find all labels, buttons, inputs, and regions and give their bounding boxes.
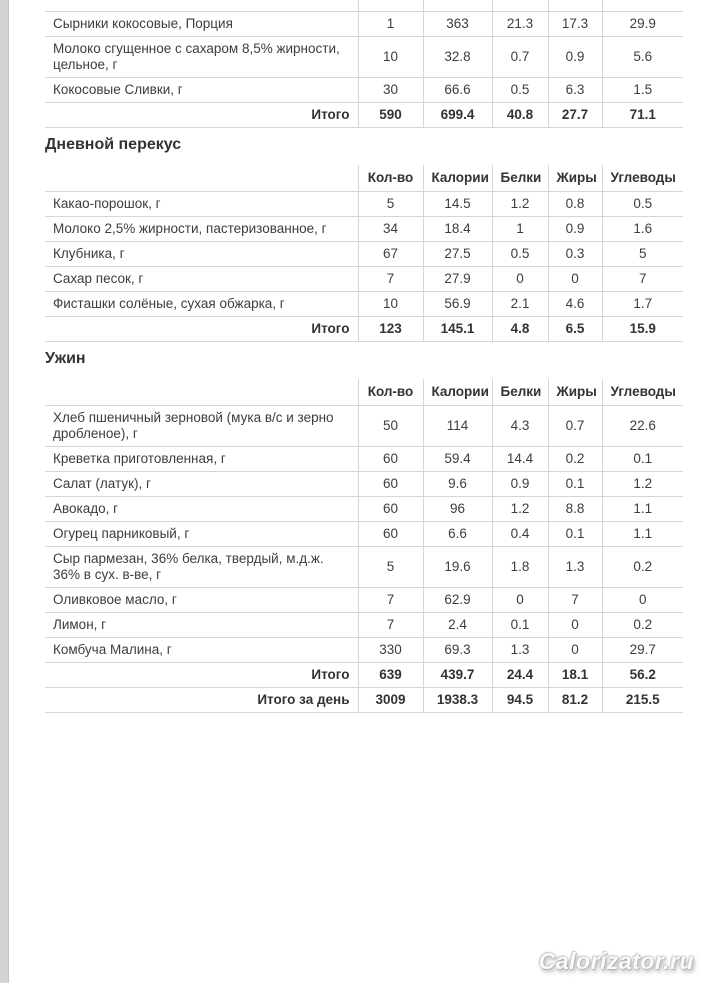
protein-value: 0.4 [492,521,548,546]
protein-value: 14.4 [492,446,548,471]
food-name: Салат (латук), г [45,471,358,496]
carbs-value: 0.2 [602,546,683,587]
fat-value: 0.3 [548,241,602,266]
food-row [45,612,683,637]
table-header-row [45,165,683,192]
section-total-row-label: Итого [45,662,358,687]
protein-value: 0.9 [492,471,548,496]
quantity-value: 67 [358,241,423,266]
column-header-protein: Белки [492,379,548,406]
food-name: Комбуча Малина, г [45,637,358,662]
food-row [45,77,683,102]
quantity-value: 60 [358,521,423,546]
clipped-cell [45,0,358,11]
carbs-value: 1.7 [602,291,683,316]
fat-value: 0 [548,612,602,637]
carbs-total-value: 215.5 [602,687,683,712]
calories-value: 27.5 [423,241,492,266]
section-total-row [45,662,683,687]
column-header-food [45,165,358,192]
food-row [45,405,683,446]
clipped-cell [492,0,548,11]
protein-value: 0 [492,587,548,612]
fat-value: 0.9 [548,36,602,77]
column-header-carbs: Углеводы [602,165,683,192]
page-left-edge [0,0,9,983]
column-header-fat: Жиры [548,165,602,192]
carbs-total-value: 15.9 [602,316,683,341]
food-name: Хлеб пшеничный зерновой (мука в/с и зерно дробленое), г [45,405,358,446]
food-row [45,216,683,241]
calories-value: 32.8 [423,36,492,77]
fat-value: 8.8 [548,496,602,521]
calories-value: 2.4 [423,612,492,637]
food-name: Креветка приготовленная, г [45,446,358,471]
column-header-quantity: Кол-во [358,165,423,192]
calories-value: 363 [423,11,492,36]
calories-value: 96 [423,496,492,521]
carbs-value: 29.9 [602,11,683,36]
quantity-value: 34 [358,216,423,241]
quantity-total-value: 3009 [358,687,423,712]
calories-value: 114 [423,405,492,446]
calories-total-value: 1938.3 [423,687,492,712]
protein-value: 2.1 [492,291,548,316]
fat-value: 0.9 [548,216,602,241]
food-name: Огурец парниковый, г [45,521,358,546]
quantity-value: 30 [358,77,423,102]
protein-total-value: 94.5 [492,687,548,712]
quantity-total-value: 590 [358,102,423,127]
fat-value: 6.3 [548,77,602,102]
quantity-value: 1 [358,11,423,36]
carbs-value: 29.7 [602,637,683,662]
food-name: Сырники кокосовые, Порция [45,11,358,36]
fat-total-value: 6.5 [548,316,602,341]
protein-value: 21.3 [492,11,548,36]
fat-value: 0.8 [548,191,602,216]
carbs-total-value: 71.1 [602,102,683,127]
meal-table [45,379,683,713]
meal-table [45,0,683,128]
column-header-quantity: Кол-во [358,379,423,406]
carbs-value: 1.1 [602,521,683,546]
food-row [45,521,683,546]
protein-value: 1.8 [492,546,548,587]
protein-total-value: 24.4 [492,662,548,687]
clipped-row [45,0,683,11]
clipped-cell [358,0,423,11]
fat-value: 1.3 [548,546,602,587]
column-header-fat: Жиры [548,379,602,406]
quantity-value: 5 [358,191,423,216]
quantity-value: 60 [358,496,423,521]
food-row [45,291,683,316]
carbs-value: 1.6 [602,216,683,241]
carbs-value: 5.6 [602,36,683,77]
protein-value: 0.5 [492,77,548,102]
carbs-value: 7 [602,266,683,291]
day-total-row [45,687,683,712]
protein-value: 0.1 [492,612,548,637]
fat-value: 17.3 [548,11,602,36]
food-row [45,471,683,496]
section-total-row [45,102,683,127]
clipped-cell [602,0,683,11]
food-name: Сыр пармезан, 36% белка, твердый, м.д.ж. 36% в сух. в-ве, г [45,546,358,587]
food-row [45,637,683,662]
carbs-value: 22.6 [602,405,683,446]
carbs-value: 1.5 [602,77,683,102]
food-name: Лимон, г [45,612,358,637]
calories-value: 6.6 [423,521,492,546]
column-header-calories: Калории [423,165,492,192]
column-header-food [45,379,358,406]
protein-value: 0.5 [492,241,548,266]
food-row [45,36,683,77]
fat-total-value: 27.7 [548,102,602,127]
fat-value: 0 [548,637,602,662]
protein-value: 1 [492,216,548,241]
calories-total-value: 699.4 [423,102,492,127]
food-name: Кокосовые Сливки, г [45,77,358,102]
protein-value: 1.2 [492,191,548,216]
carbs-value: 1.1 [602,496,683,521]
calories-value: 59.4 [423,446,492,471]
protein-value: 4.3 [492,405,548,446]
carbs-total-value: 56.2 [602,662,683,687]
quantity-value: 330 [358,637,423,662]
food-row [45,546,683,587]
food-name: Фисташки солёные, сухая обжарка, г [45,291,358,316]
fat-value: 4.6 [548,291,602,316]
food-row [45,587,683,612]
calories-value: 62.9 [423,587,492,612]
quantity-value: 60 [358,471,423,496]
calories-total-value: 145.1 [423,316,492,341]
quantity-total-value: 639 [358,662,423,687]
food-name: Молоко сгущенное с сахаром 8,5% жирности, цельное, г [45,36,358,77]
clipped-cell [423,0,492,11]
calories-value: 19.6 [423,546,492,587]
quantity-value: 50 [358,405,423,446]
calories-value: 66.6 [423,77,492,102]
food-diary-content [45,0,683,715]
quantity-value: 7 [358,587,423,612]
quantity-total-value: 123 [358,316,423,341]
food-name: Сахар песок, г [45,266,358,291]
fat-value: 0.1 [548,471,602,496]
protein-value: 1.3 [492,637,548,662]
carbs-value: 1.2 [602,471,683,496]
food-row [45,11,683,36]
food-row [45,191,683,216]
section-total-row-label: Итого [45,316,358,341]
quantity-value: 10 [358,36,423,77]
food-row [45,266,683,291]
carbs-value: 0.2 [602,612,683,637]
clipped-cell [548,0,602,11]
calorizator-watermark-logo: Calorizator.ru [538,948,694,974]
column-header-carbs: Углеводы [602,379,683,406]
fat-value: 0 [548,266,602,291]
section-total-row [45,316,683,341]
calories-value: 27.9 [423,266,492,291]
food-name: Молоко 2,5% жирности, пастеризованное, г [45,216,358,241]
fat-total-value: 81.2 [548,687,602,712]
quantity-value: 7 [358,266,423,291]
meal-table [45,165,683,342]
protein-total-value: 40.8 [492,102,548,127]
fat-total-value: 18.1 [548,662,602,687]
quantity-value: 5 [358,546,423,587]
fat-value: 0.1 [548,521,602,546]
protein-value: 1.2 [492,496,548,521]
carbs-value: 0.1 [602,446,683,471]
food-name: Оливковое масло, г [45,587,358,612]
food-name: Какао-порошок, г [45,191,358,216]
food-row [45,241,683,266]
protein-value: 0.7 [492,36,548,77]
calories-total-value: 439.7 [423,662,492,687]
column-header-calories: Калории [423,379,492,406]
calories-value: 14.5 [423,191,492,216]
table-header-row [45,379,683,406]
quantity-value: 7 [358,612,423,637]
calories-value: 56.9 [423,291,492,316]
meal-section-title: Ужин [45,349,86,367]
quantity-value: 60 [358,446,423,471]
protein-value: 0 [492,266,548,291]
calories-value: 9.6 [423,471,492,496]
food-row [45,496,683,521]
carbs-value: 0 [602,587,683,612]
food-row [45,446,683,471]
carbs-value: 5 [602,241,683,266]
column-header-protein: Белки [492,165,548,192]
protein-total-value: 4.8 [492,316,548,341]
calories-value: 18.4 [423,216,492,241]
food-name: Клубника, г [45,241,358,266]
food-name: Авокадо, г [45,496,358,521]
calories-value: 69.3 [423,637,492,662]
fat-value: 0.7 [548,405,602,446]
section-total-row-label: Итого [45,102,358,127]
day-total-row-label: Итого за день [45,687,358,712]
carbs-value: 0.5 [602,191,683,216]
fat-value: 0.2 [548,446,602,471]
quantity-value: 10 [358,291,423,316]
meal-section-title: Дневной перекус [45,135,182,153]
fat-value: 7 [548,587,602,612]
